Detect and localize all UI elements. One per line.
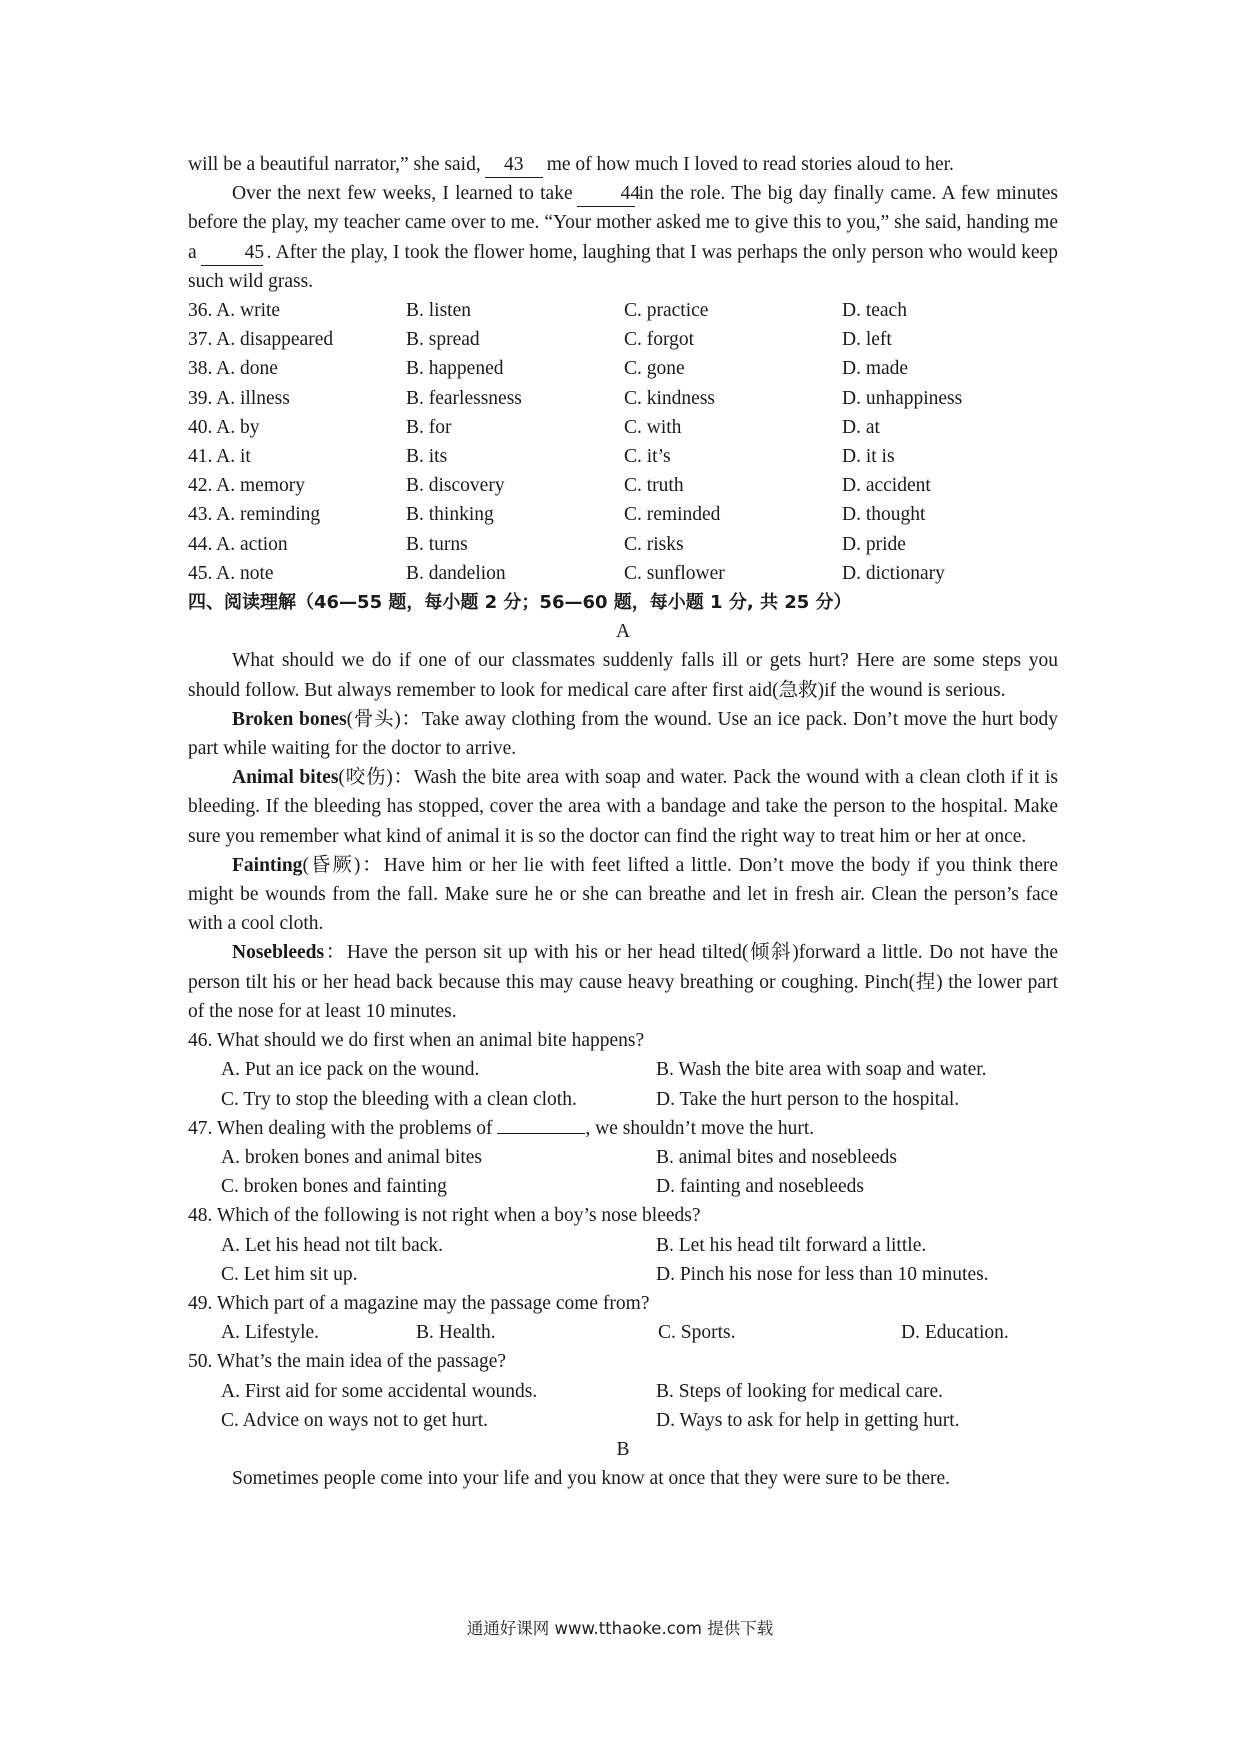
cloze-option-c: C. with — [624, 416, 682, 438]
cloze-option-d: D. left — [842, 329, 892, 351]
cloze-option-b: B. happened — [406, 358, 504, 380]
passage-paragraph: Over the next few weeks, I learned to take 44in the role. The big day finally came. A few minutes before the play, my teacher came over to me. “Your mother asked me to give this to you,” she said, handing me a 45 . After the play, I took the flower home, laughing that I was perhaps the only person who would keep such wild grass. — [188, 183, 1058, 292]
question-49 — [188, 1289, 1058, 1347]
heading-fainting: Fainting — [232, 854, 303, 876]
cloze-option-c: C. practice — [624, 300, 709, 322]
cloze-option-b: B. dandelion — [406, 562, 506, 584]
question-stem: 50. What’s the main idea of the passage? — [188, 1351, 507, 1373]
option-c: C. Try to stop the bleeding with a clean cloth. — [221, 1088, 577, 1110]
option-c: C. Let him sit up. — [221, 1263, 358, 1285]
cloze-option-a: 45. A. note — [188, 562, 274, 584]
option-a: A. Lifestyle. — [221, 1322, 320, 1344]
cloze-option-b: B. spread — [406, 329, 480, 351]
cloze-option-c: C. reminded — [624, 504, 721, 526]
cloze-option-b: B. discovery — [406, 475, 505, 497]
option-b: B. Steps of looking for medical care. — [656, 1380, 944, 1402]
cloze-option-a: 36. A. write — [188, 300, 281, 322]
option-b: B. animal bites and nosebleeds — [656, 1146, 897, 1168]
option-a: A. Let his head not tilt back. — [221, 1234, 444, 1256]
question-stem: 46. What should we do first when an animal bite happens? — [188, 1030, 645, 1052]
passage-intro: What should we do if one of our classmates suddenly falls ill or gets hurt? Here are some steps you should follow. But always remember to look for medical care after first aid(急救)if the wound is serious. — [188, 650, 1058, 701]
cloze-options — [188, 296, 1058, 588]
cloze-option-d: D. unhappiness — [842, 387, 963, 409]
blank-44: 44 — [577, 182, 635, 207]
page-footer: 通通好课网 www.tthaoke.com 提供下载 — [466, 1619, 774, 1638]
cloze-option-d: D. teach — [842, 300, 907, 322]
cloze-option-c: C. forgot — [624, 329, 695, 351]
cloze-option-a: 42. A. memory — [188, 475, 305, 497]
option-d: D. Take the hurt person to the hospital. — [656, 1088, 960, 1110]
question-47 — [188, 1114, 1058, 1202]
cloze-option-a: 41. A. it — [188, 446, 251, 468]
cloze-option-d: D. dictionary — [842, 562, 945, 584]
exam-page-content — [188, 150, 1058, 1493]
heading-animal-bites: Animal bites — [232, 767, 339, 789]
passage-paragraph: Nosebleeds：Have the person sit up with his or her head tilted(倾斜)forward a little. Do not have the person tilt his or her head back because this may cause heavy breathing or coughing. Pinch(捏) the lower part of the nose for at least 10 minutes. — [188, 942, 1058, 1022]
passage-paragraph: Sometimes people come into your life and you know at once that they were sure to be there. — [232, 1468, 951, 1490]
cloze-option-a: 43. A. reminding — [188, 504, 321, 526]
option-b: B. Wash the bite area with soap and water. — [656, 1059, 987, 1081]
cloze-option-d: D. pride — [842, 533, 906, 555]
cloze-option-d: D. made — [842, 358, 909, 380]
cloze-option-a: 44. A. action — [188, 533, 288, 555]
passage-paragraph: Animal bites(咬伤)：Wash the bite area with soap and water. Pack the wound with a clean cloth if it is bleeding. If the bleeding has stopped, cover the area with a bandage and take the person to the hospital. Make sure you remember what kind of animal it is so the doctor can find the right way to treat him or her at once. — [188, 767, 1058, 847]
answer-blank — [497, 1133, 585, 1134]
section-title: 四、阅读理解（46—55 题，每小题 2 分；56—60 题，每小题 1 分, 共 25 分） — [188, 592, 852, 614]
cloze-option-a: 37. A. disappeared — [188, 329, 334, 351]
cloze-option-d: D. accident — [842, 475, 931, 497]
option-d: D. Education. — [901, 1322, 1009, 1344]
question-stem: 47. When dealing with the problems of , we shouldn’t move the hurt. — [188, 1117, 815, 1139]
cloze-option-c: C. sunflower — [624, 562, 725, 584]
cloze-option-d: D. thought — [842, 504, 926, 526]
question-50 — [188, 1347, 1058, 1435]
cloze-option-a: 39. A. illness — [188, 387, 290, 409]
option-d: D. fainting and nosebleeds — [656, 1176, 864, 1198]
passage-paragraph: Fainting(昏厥)：Have him or her lie with feet lifted a little. Don’t move the body if you think there might be wounds from the fall. Make sure he or she can breathe and let in fresh air. Clean the person’s face with a cool cloth. — [188, 854, 1058, 935]
cloze-option-c: C. risks — [624, 533, 684, 555]
cloze-option-a: 38. A. done — [188, 358, 278, 380]
option-b: B. Health. — [416, 1322, 496, 1344]
cloze-option-d: D. at — [842, 416, 880, 438]
option-b: B. Let his head tilt forward a little. — [656, 1234, 927, 1256]
heading-nosebleeds: Nosebleeds — [232, 942, 325, 964]
option-d: D. Ways to ask for help in getting hurt. — [656, 1409, 960, 1431]
cloze-option-c: C. gone — [624, 358, 685, 380]
passage-label: A — [615, 621, 631, 643]
blank-45: 45 — [201, 241, 263, 266]
cloze-option-c: C. it’s — [624, 446, 671, 468]
passage-label: B — [616, 1438, 630, 1460]
cloze-option-b: B. fearlessness — [406, 387, 522, 409]
cloze-option-a: 40. A. by — [188, 416, 260, 438]
cloze-option-b: B. its — [406, 446, 448, 468]
question-46 — [188, 1026, 1058, 1114]
cloze-option-d: D. it is — [842, 446, 895, 468]
passage-paragraph: will be a beautiful narrator,” she said, 43 me of how much I loved to read stories aloud to her. — [188, 150, 1058, 179]
cloze-option-c: C. kindness — [624, 387, 716, 409]
option-a: A. First aid for some accidental wounds. — [221, 1380, 538, 1402]
cloze-option-b: B. for — [406, 416, 452, 438]
option-c: C. broken bones and fainting — [221, 1176, 447, 1198]
cloze-option-c: C. truth — [624, 475, 684, 497]
option-c: C. Advice on ways not to get hurt. — [221, 1409, 489, 1431]
cloze-option-b: B. thinking — [406, 504, 494, 526]
cloze-option-b: B. listen — [406, 300, 472, 322]
cloze-option-b: B. turns — [406, 533, 468, 555]
question-stem: 48. Which of the following is not right when a boy’s nose bleeds? — [188, 1205, 701, 1227]
option-a: A. broken bones and animal bites — [221, 1146, 483, 1168]
question-stem: 49. Which part of a magazine may the passage come from? — [188, 1292, 650, 1314]
question-48 — [188, 1201, 1058, 1289]
option-d: D. Pinch his nose for less than 10 minutes. — [656, 1263, 989, 1285]
blank-43: 43 — [485, 153, 543, 178]
passage-paragraph: Broken bones(骨头)：Take away clothing from the wound. Use an ice pack. Don’t move the hurt body part while waiting for the doctor to arrive. — [188, 708, 1058, 760]
heading-broken-bones: Broken bones — [232, 708, 347, 730]
option-c: C. Sports. — [658, 1322, 736, 1344]
option-a: A. Put an ice pack on the wound. — [221, 1059, 480, 1081]
